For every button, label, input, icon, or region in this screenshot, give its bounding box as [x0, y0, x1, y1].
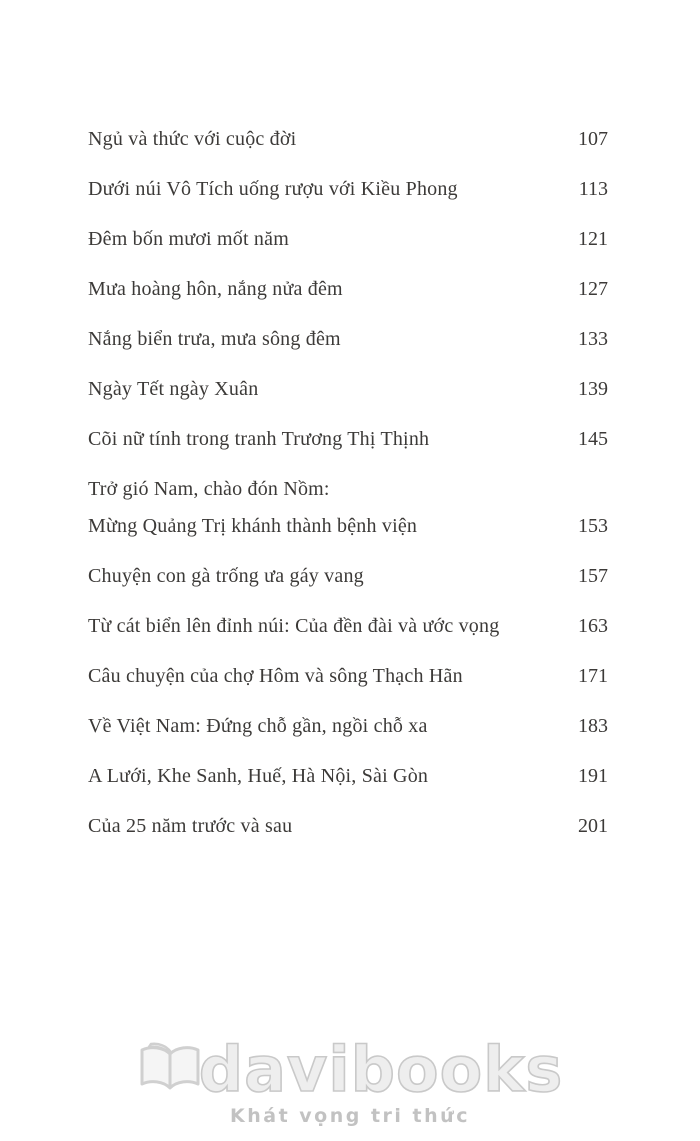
toc-entry-title: Nắng biển trưa, mưa sông đêm — [88, 328, 341, 350]
toc-entry-title: Mưa hoàng hôn, nắng nửa đêm — [88, 278, 343, 300]
toc-entry — [88, 815, 608, 837]
toc-entry-title: Trở gió Nam, chào đón Nồm: — [88, 478, 330, 500]
toc-entry-page-number: 127 — [578, 278, 608, 300]
toc-entry-title: Ngày Tết ngày Xuân — [88, 378, 259, 400]
toc-entry-title: Đêm bốn mươi mốt năm — [88, 228, 289, 250]
toc-entry-page-number: 163 — [578, 615, 608, 637]
toc-entry-title: Chuyện con gà trống ưa gáy vang — [88, 565, 364, 587]
toc-entry — [88, 715, 608, 737]
toc-entry — [88, 128, 608, 150]
toc-entry-page-number: 107 — [578, 128, 608, 150]
table-of-contents — [88, 128, 608, 865]
toc-entry — [88, 228, 608, 250]
toc-entry-title: Mừng Quảng Trị khánh thành bệnh viện — [88, 515, 418, 537]
toc-entry — [88, 428, 608, 450]
toc-entry — [88, 765, 608, 787]
toc-entry-title: Về Việt Nam: Đứng chỗ gần, ngồi chỗ xa — [88, 715, 428, 737]
toc-entry — [88, 278, 608, 300]
toc-entry-page-number: 191 — [578, 765, 608, 787]
toc-entry-page-number: 139 — [578, 378, 608, 400]
toc-entry-page-number: 145 — [578, 428, 608, 450]
watermark-brand-text: davibooks — [198, 1033, 564, 1106]
watermark — [0, 1033, 700, 1127]
watermark-brand-row — [0, 1033, 700, 1106]
toc-entry — [88, 515, 608, 537]
toc-entry — [88, 478, 608, 500]
toc-entry-title: Dưới núi Vô Tích uống rượu với Kiều Phong — [88, 178, 458, 200]
toc-entry — [88, 378, 608, 400]
toc-entry-title: Của 25 năm trước và sau — [88, 815, 293, 837]
toc-entry-page-number: 171 — [578, 665, 608, 687]
toc-entry-title: Từ cát biển lên đỉnh núi: Của đền đài và ước vọng — [88, 615, 500, 637]
toc-entry-page-number: 183 — [578, 715, 608, 737]
toc-entry-title: Cõi nữ tính trong tranh Trương Thị Thịnh — [88, 428, 430, 450]
toc-entry-page-number: 113 — [578, 178, 608, 200]
toc-entry-title: Ngủ và thức với cuộc đời — [88, 128, 297, 150]
open-book-icon — [137, 1042, 203, 1099]
toc-entry — [88, 178, 608, 200]
toc-entry-page-number: 201 — [578, 815, 608, 837]
watermark-tagline: Khát vọng tri thức — [230, 1105, 470, 1127]
toc-entry-title: Câu chuyện của chợ Hôm và sông Thạch Hãn — [88, 665, 463, 687]
toc-entry-title: A Lưới, Khe Sanh, Huế, Hà Nội, Sài Gòn — [88, 765, 429, 787]
toc-entry — [88, 665, 608, 687]
toc-entry-page-number: 157 — [578, 565, 608, 587]
toc-entry — [88, 328, 608, 350]
toc-entry-page-number: 153 — [578, 515, 608, 537]
toc-entry — [88, 615, 608, 637]
toc-entry-page-number: 121 — [578, 228, 608, 250]
toc-entry — [88, 565, 608, 587]
toc-entry-page-number: 133 — [578, 328, 608, 350]
